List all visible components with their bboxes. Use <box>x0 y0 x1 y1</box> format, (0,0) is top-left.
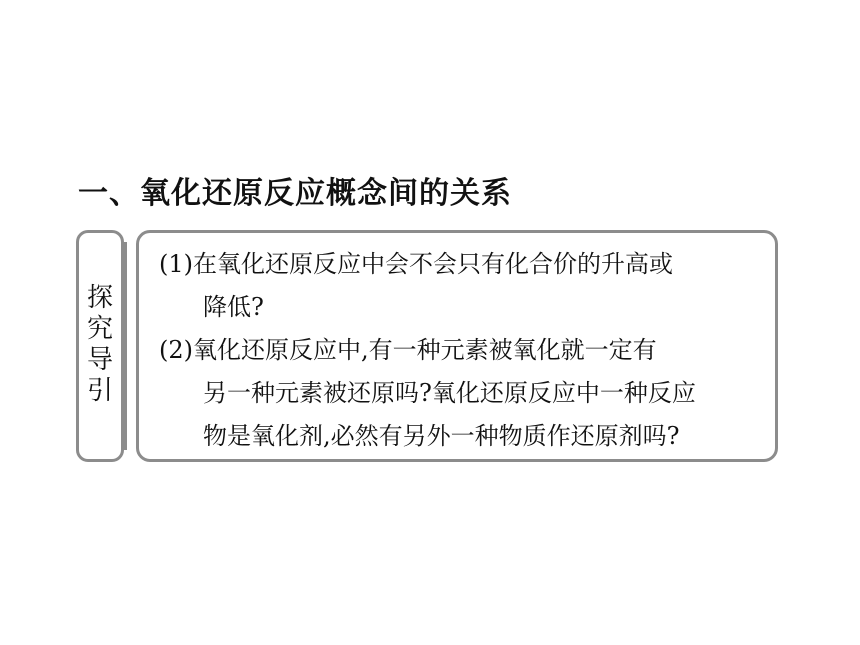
question-1-line: (1)在氧化还原反应中会不会只有化合价的升高或 <box>159 250 673 278</box>
section-title: 一、氧化还原反应概念间的关系 <box>78 176 512 211</box>
tab-char: 引 <box>86 376 113 406</box>
question-2-line: 物是氧化剂,必然有另外一种物质作还原剂吗? <box>203 422 680 450</box>
question-1 <box>159 243 759 329</box>
explore-guide-tab <box>76 230 124 462</box>
tab-char: 探 <box>86 283 113 313</box>
question-2-line: (2)氧化还原反应中,有一种元素被氧化就一定有 <box>159 336 657 364</box>
question-box <box>136 230 778 462</box>
tab-char: 导 <box>86 345 113 375</box>
tab-char: 究 <box>86 314 113 344</box>
question-2-line: 另一种元素被还原吗?氧化还原反应中一种反应 <box>203 379 696 407</box>
question-1-line: 降低? <box>203 293 264 321</box>
explore-guide-label <box>79 283 121 407</box>
question-2 <box>159 329 759 458</box>
